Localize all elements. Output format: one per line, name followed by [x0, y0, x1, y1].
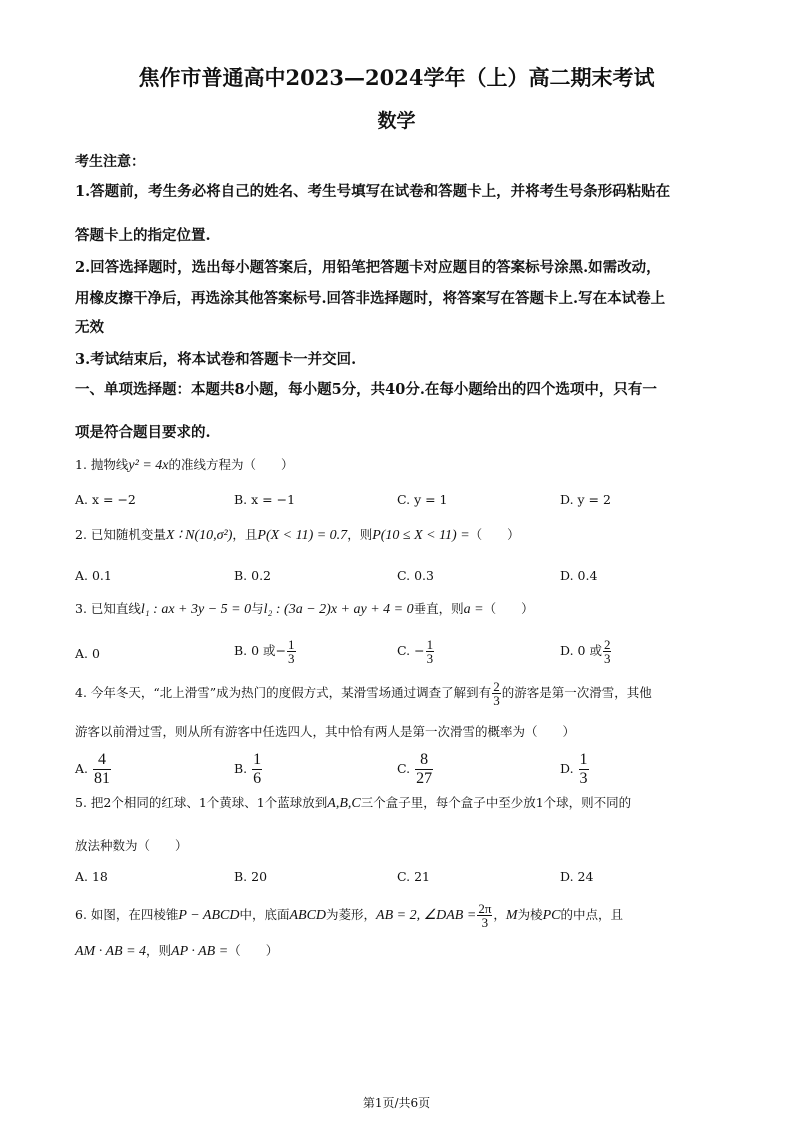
q1-stem-pre: 1. 抛物线	[75, 457, 129, 472]
section1-heading-line1: 一、单项选择题：本题共8小题，每小题5分，共40分.在每小题给出的四个选项中，只有一	[75, 381, 657, 398]
q3-option-b-fraction	[287, 638, 296, 665]
question-2-stem	[75, 525, 520, 544]
q6-angle-fraction	[477, 902, 492, 929]
question-3-stem	[75, 599, 534, 618]
q4-stem-fraction	[492, 680, 501, 707]
q4-option-b-fraction	[252, 751, 262, 788]
q5-option-a: A. 18	[75, 869, 108, 884]
q1-option-a: A. x = −2	[75, 492, 136, 507]
q2-stem-mid2: ，则	[347, 527, 373, 542]
q5-math: A,B,C	[327, 796, 361, 811]
q5-stem-pre: 5. 把2个相同的红球、1个黄球、1个蓝球放到	[75, 795, 328, 810]
q6-math1: P − ABCD	[178, 908, 240, 923]
q5-stem-post: 三个盒子里，每个盒子中至少放1个球，则不同的	[360, 795, 632, 810]
q4-option-d-label: D.	[560, 761, 574, 776]
fraction-denominator: 6	[253, 770, 262, 787]
q2-option-b: B. 0.2	[234, 568, 272, 583]
q6-math4: M	[505, 908, 518, 923]
q4-option-c-label: C.	[397, 761, 411, 776]
q3-option-d-text: D. 0 或	[560, 643, 602, 658]
fraction-denominator: 3	[493, 693, 500, 708]
section1-heading-line2: 项是符合题目要求的.	[75, 424, 211, 441]
fraction-numerator: 1	[253, 751, 262, 768]
notice-item2-line2: 用橡皮擦干净后，再选涂其他答案标号.回答非选择题时，将答案写在答题卡上.写在本试卷上	[75, 290, 666, 307]
q4-option-c-fraction	[415, 751, 433, 788]
fraction-denominator: 81	[94, 770, 110, 787]
q1-option-d: D. y = 2	[560, 492, 611, 507]
fraction-numerator: 1	[579, 751, 588, 768]
q1-stem-post: 的准线方程为（ ）	[168, 457, 294, 472]
fraction-denominator: 3	[288, 651, 295, 666]
q6-line2-mid: ，则	[146, 943, 172, 958]
fraction-numerator: 2	[493, 679, 500, 694]
q3-option-c	[397, 638, 435, 665]
question-1-stem	[75, 455, 294, 474]
q2-stem-mid: ，且	[232, 527, 258, 542]
q4-stem-pre: 4. 今年冬天，“北上滑雪”成为热门的度假方式，某滑雪场通过调查了解到有	[75, 685, 492, 700]
q3-option-a: A. 0	[75, 646, 100, 661]
q6-math2: ABCD	[289, 908, 327, 923]
q2-option-a: A. 0.1	[75, 568, 112, 583]
q3-option-c-sign: −	[414, 643, 425, 658]
q3-option-b-text: B. 0 或	[234, 643, 276, 658]
q6-math5: PC	[542, 908, 561, 923]
fraction-denominator: 3	[481, 915, 489, 930]
q4-stem-post: 的游客是第一次滑雪，其他	[501, 685, 652, 700]
q2-stem-post: （ ）	[469, 527, 520, 542]
q3-math1: l₁ : ax + 3y − 5 = 0	[140, 602, 252, 617]
q3-option-c-text: C.	[397, 643, 411, 658]
fraction-denominator: 3	[579, 770, 588, 787]
q3-stem-post: （ ）	[483, 601, 534, 616]
fraction-denominator: 3	[426, 651, 434, 666]
q6-line2-post: （ ）	[228, 943, 279, 958]
fraction-numerator: 1	[288, 637, 295, 652]
q3-option-d-fraction	[603, 638, 612, 665]
question-4-stem-line2: 游客以前滑过雪，则从所有游客中任选四人，其中恰有两人是第一次滑雪的概率为（ ）	[75, 724, 576, 739]
q6-vector-math2: AP · AB =	[171, 944, 229, 959]
fraction-numerator: 2π	[478, 901, 492, 916]
notice-heading: 考生注意：	[75, 154, 145, 170]
fraction-numerator: 2	[603, 637, 611, 652]
q2-stem-pre: 2. 已知随机变量	[75, 527, 166, 542]
fraction-denominator: 27	[416, 770, 433, 787]
notice-item1-line1: 1.答题前，考生务必将自己的姓名、考生号填写在试卷和答题卡上，并将考生号条形码粘贴在	[75, 183, 671, 200]
q6-stem-mid4: 为棱	[517, 907, 543, 922]
q6-stem-mid3: ，	[493, 907, 506, 922]
notice-item1-line2: 答题卡上的指定位置.	[75, 227, 211, 244]
q4-option-c	[397, 751, 434, 788]
q4-option-a	[75, 751, 112, 788]
q6-vector-math1: AM · AB = 4	[75, 944, 147, 959]
q1-option-b: B. x = −1	[234, 492, 296, 507]
q2-option-d: D. 0.4	[560, 568, 598, 583]
question-5-stem-line1	[75, 793, 631, 812]
notice-item2-line1: 2.回答选择题时，选出每小题答案后，用铅笔把答题卡对应题目的答案标号涂黑.如需改动，	[75, 259, 661, 276]
q5-option-d: D. 24	[560, 869, 594, 884]
q3-math2: l₂ : (3a − 2)x + ay + 4 = 0	[263, 602, 414, 617]
question-6-stem-line1	[75, 902, 623, 929]
page-number: 第1页/共6页	[362, 1096, 431, 1110]
q3-option-d	[560, 638, 612, 665]
q4-option-d-fraction	[579, 751, 589, 788]
fraction-denominator: 3	[603, 651, 611, 666]
question-4-stem-line1	[75, 680, 652, 707]
q3-math3: a =	[463, 602, 484, 617]
q2-math1: X ∶ N(10,σ²)	[165, 528, 233, 543]
exam-subject: 数学	[377, 110, 416, 132]
notice-item3: 3.考试结束后，将本试卷和答题卡一并交回.	[75, 351, 357, 368]
fraction-numerator: 4	[93, 751, 111, 770]
fraction-numerator: 1	[426, 637, 434, 652]
q6-stem-post: 的中点，且	[560, 907, 623, 922]
q6-stem-mid1: 中，底面	[239, 907, 290, 922]
q3-stem-mid: 与	[251, 601, 264, 616]
q3-option-b	[234, 638, 297, 665]
question-5-stem-line2: 放法种数为（ ）	[75, 838, 188, 853]
q4-option-d	[560, 751, 590, 788]
q6-stem-pre: 6. 如图，在四棱锥	[75, 907, 179, 922]
q4-option-a-label: A.	[75, 761, 89, 776]
notice-item2-line3: 无效	[75, 319, 104, 336]
q5-option-b: B. 20	[234, 869, 268, 884]
fraction-numerator: 8	[415, 751, 433, 770]
q6-stem-mid2: 为菱形，	[326, 907, 377, 922]
q6-math3: AB = 2, ∠DAB =	[376, 908, 477, 923]
q5-option-c: C. 21	[397, 869, 430, 884]
q1-math: y² = 4x	[128, 458, 169, 473]
q1-option-c: C. y = 1	[397, 492, 448, 507]
q2-math3: P(10 ≤ X < 11) =	[372, 528, 470, 543]
q2-option-c: C. 0.3	[397, 568, 434, 583]
exam-title: 焦作市普通高中2023—2024学年（上）高二期末考试	[138, 65, 655, 90]
q3-stem-pre: 3. 已知直线	[75, 601, 141, 616]
q3-option-b-sign: −	[275, 643, 287, 658]
q4-option-b-label: B.	[234, 761, 248, 776]
q4-option-a-fraction	[93, 751, 111, 788]
q3-option-c-fraction	[426, 638, 435, 665]
q4-option-b	[234, 751, 263, 788]
q2-math2: P(X < 11) = 0.7	[257, 528, 348, 543]
question-6-stem-line2	[75, 941, 278, 960]
q3-stem-mid2: 垂直，则	[413, 601, 464, 616]
